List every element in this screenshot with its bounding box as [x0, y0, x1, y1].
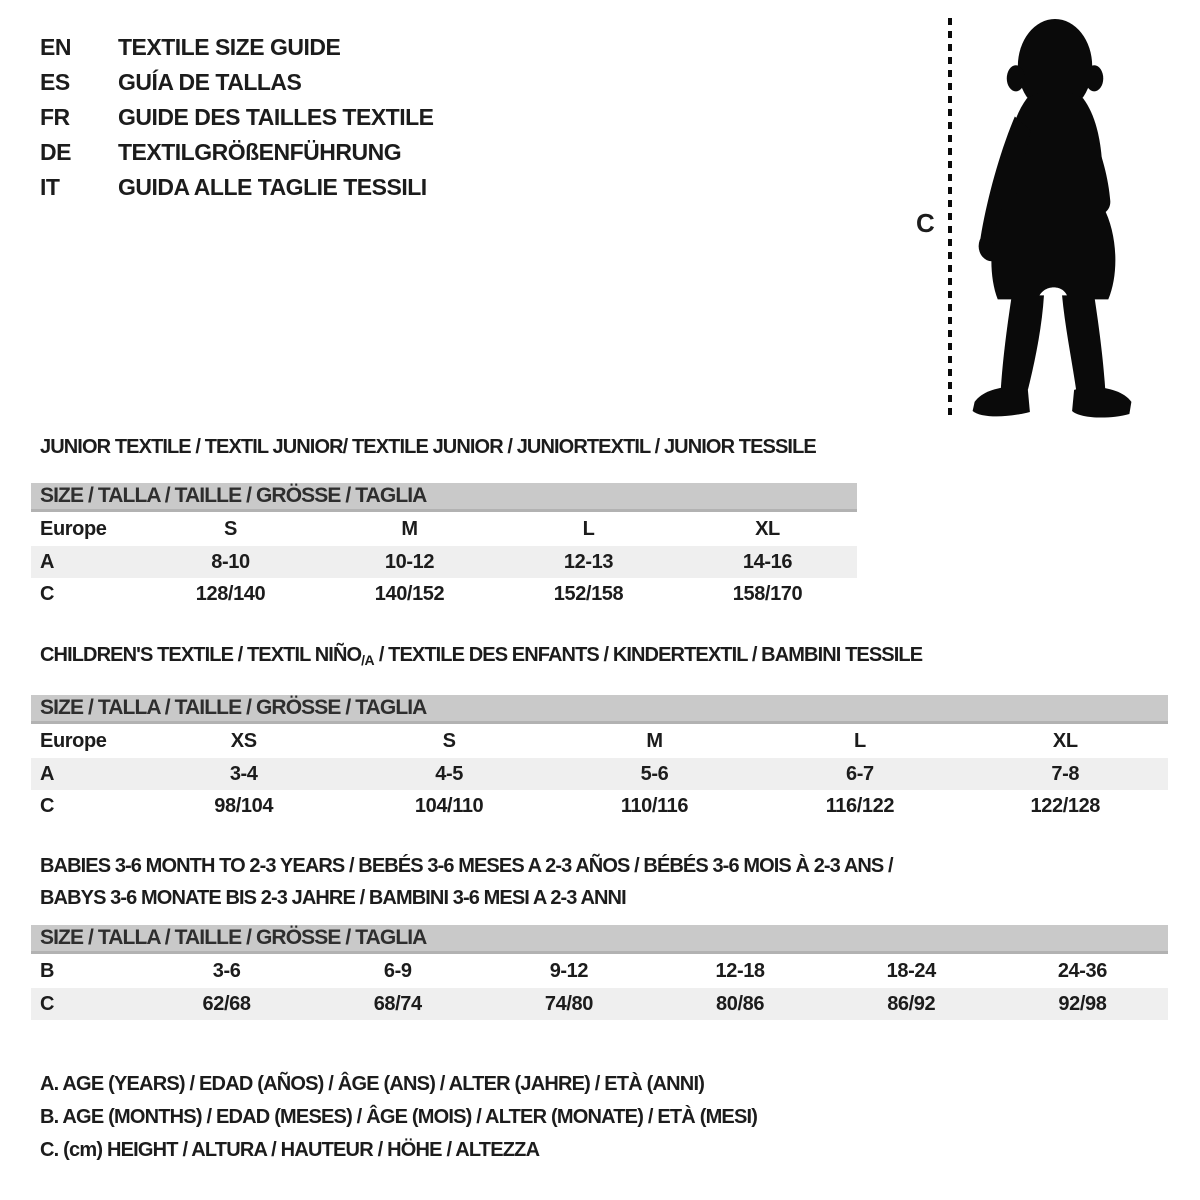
age-cell: 3-6: [212, 959, 241, 982]
age-cell: 6-7: [846, 762, 874, 785]
height-cell: 86/92: [887, 992, 936, 1015]
height-measure-figure: [900, 0, 1200, 430]
age-cell: 9-12: [549, 959, 589, 982]
table-row: [31, 724, 1168, 758]
row-label: A: [40, 550, 55, 573]
age-cell: 8-10: [211, 550, 250, 573]
size-cell: XL: [1052, 729, 1078, 752]
size-cell: XL: [755, 517, 780, 540]
size-header-bar: SIZE / TALLA / TAILLE / GRÖSSE / TAGLIA: [31, 483, 857, 512]
size-cell: M: [401, 517, 418, 540]
row-label: A: [40, 762, 55, 785]
guide-title: TEXTILE SIZE GUIDE: [118, 34, 341, 60]
age-cell: 10-12: [384, 550, 435, 573]
language-code: DE: [40, 139, 71, 165]
size-cell: M: [646, 729, 663, 752]
age-cell: 12-18: [715, 959, 765, 982]
age-cell: 24-36: [1057, 959, 1107, 982]
row-label: C: [40, 794, 55, 817]
table-row: [31, 954, 1168, 988]
height-cell: 116/122: [825, 794, 895, 817]
section-title: JUNIOR TEXTILE / TEXTIL JUNIOR/ TEXTILE JUNIOR / JUNIORTEXTIL / JUNIOR TESSILE: [40, 436, 816, 458]
size-header-bar: SIZE / TALLA / TAILLE / GRÖSSE / TAGLIA: [31, 695, 1168, 724]
language-row: [40, 65, 434, 100]
height-dashed-line: [948, 18, 952, 417]
height-cell: 68/74: [373, 992, 422, 1015]
language-code: FR: [40, 104, 70, 130]
size-cell: S: [442, 729, 456, 752]
title-subscript: /A: [361, 652, 375, 668]
guide-title: GUIDA ALLE TAGLIE TESSILI: [118, 174, 427, 200]
height-measure-label: C: [916, 208, 935, 238]
size-cell: S: [224, 517, 237, 540]
babies-textile-section: [31, 850, 1168, 1020]
table-row: [31, 512, 857, 546]
height-cell: 122/128: [1030, 794, 1101, 817]
legend-line-a: A. AGE (YEARS) / EDAD (AÑOS) / ÂGE (ANS) / ALTER (JAHRE) / ETÀ (ANNI): [40, 1073, 705, 1095]
height-cell: 98/104: [214, 794, 274, 817]
legend-line-c: C. (cm) HEIGHT / ALTURA / HAUTEUR / HÖHE / ALTEZZA: [40, 1139, 540, 1161]
row-label: Europe: [40, 729, 107, 752]
height-cell: 80/86: [716, 992, 765, 1015]
age-cell: 4-5: [435, 762, 463, 785]
legend-footnotes: [40, 1068, 757, 1167]
size-cell: XS: [230, 729, 257, 752]
height-cell: 158/170: [732, 582, 803, 605]
legend-line-b: B. AGE (MONTHS) / EDAD (MESES) / ÂGE (MOIS) / ALTER (MONATE) / ETÀ (MESI): [40, 1106, 758, 1128]
section-title: [31, 645, 1168, 671]
age-cell: 7-8: [1051, 762, 1080, 785]
age-cell: 12-13: [563, 550, 614, 573]
table-row: [31, 988, 1168, 1020]
guide-title: GUÍA DE TALLAS: [118, 69, 302, 95]
table-row: [31, 790, 1168, 822]
toddler-silhouette-icon: [966, 14, 1138, 422]
age-cell: 5-6: [640, 762, 669, 785]
size-cell: L: [853, 729, 866, 752]
junior-textile-section: [31, 437, 857, 610]
children-textile-section: [31, 645, 1168, 822]
title-part: / TEXTILE DES ENFANTS / KINDERTEXTIL / BAMBINI TESSILE: [374, 644, 923, 666]
section-title: [31, 850, 1168, 914]
row-label: C: [40, 582, 55, 605]
age-cell: 18-24: [886, 959, 936, 982]
height-cell: 74/80: [544, 992, 593, 1015]
title-part: CHILDREN'S TEXTILE / TEXTIL NIÑO: [40, 644, 362, 666]
title-line: BABYS 3-6 MONATE BIS 2-3 JAHRE / BAMBINI 3-6 MESI A 2-3 ANNI: [40, 887, 626, 909]
table-row: [31, 578, 857, 610]
size-cell: L: [582, 517, 595, 540]
age-cell: 14-16: [742, 550, 793, 573]
table-row: [31, 758, 1168, 790]
junior-size-table: [31, 483, 857, 610]
row-label: B: [40, 959, 55, 982]
babies-size-table: [31, 925, 1168, 1020]
language-row: [40, 30, 434, 65]
language-row: [40, 135, 434, 170]
language-title-list: [40, 30, 434, 205]
height-cell: 140/152: [374, 582, 445, 605]
children-size-table: [31, 695, 1168, 822]
height-cell: 62/68: [202, 992, 251, 1015]
height-cell: 152/158: [553, 582, 624, 605]
age-cell: 3-4: [229, 762, 258, 785]
language-code: EN: [40, 34, 71, 60]
height-cell: 104/110: [414, 794, 484, 817]
height-cell: 110/116: [620, 794, 689, 817]
row-label: C: [40, 992, 55, 1015]
title-line: BABIES 3-6 MONTH TO 2-3 YEARS / BEBÉS 3-6 MESES A 2-3 AÑOS / BÉBÉS 3-6 MOIS À 2-3 ANS /: [40, 855, 893, 877]
guide-title: GUIDE DES TAILLES TEXTILE: [118, 104, 434, 130]
height-cell: 92/98: [1058, 992, 1107, 1015]
row-label: Europe: [40, 517, 107, 540]
language-code: IT: [40, 174, 60, 200]
height-cell: 128/140: [195, 582, 266, 605]
size-header-bar: SIZE / TALLA / TAILLE / GRÖSSE / TAGLIA: [31, 925, 1168, 954]
age-cell: 6-9: [383, 959, 412, 982]
guide-title: TEXTILGRÖßENFÜHRUNG: [118, 139, 402, 165]
language-code: ES: [40, 69, 70, 95]
table-row: [31, 546, 857, 578]
language-row: [40, 170, 434, 205]
language-row: [40, 100, 434, 135]
